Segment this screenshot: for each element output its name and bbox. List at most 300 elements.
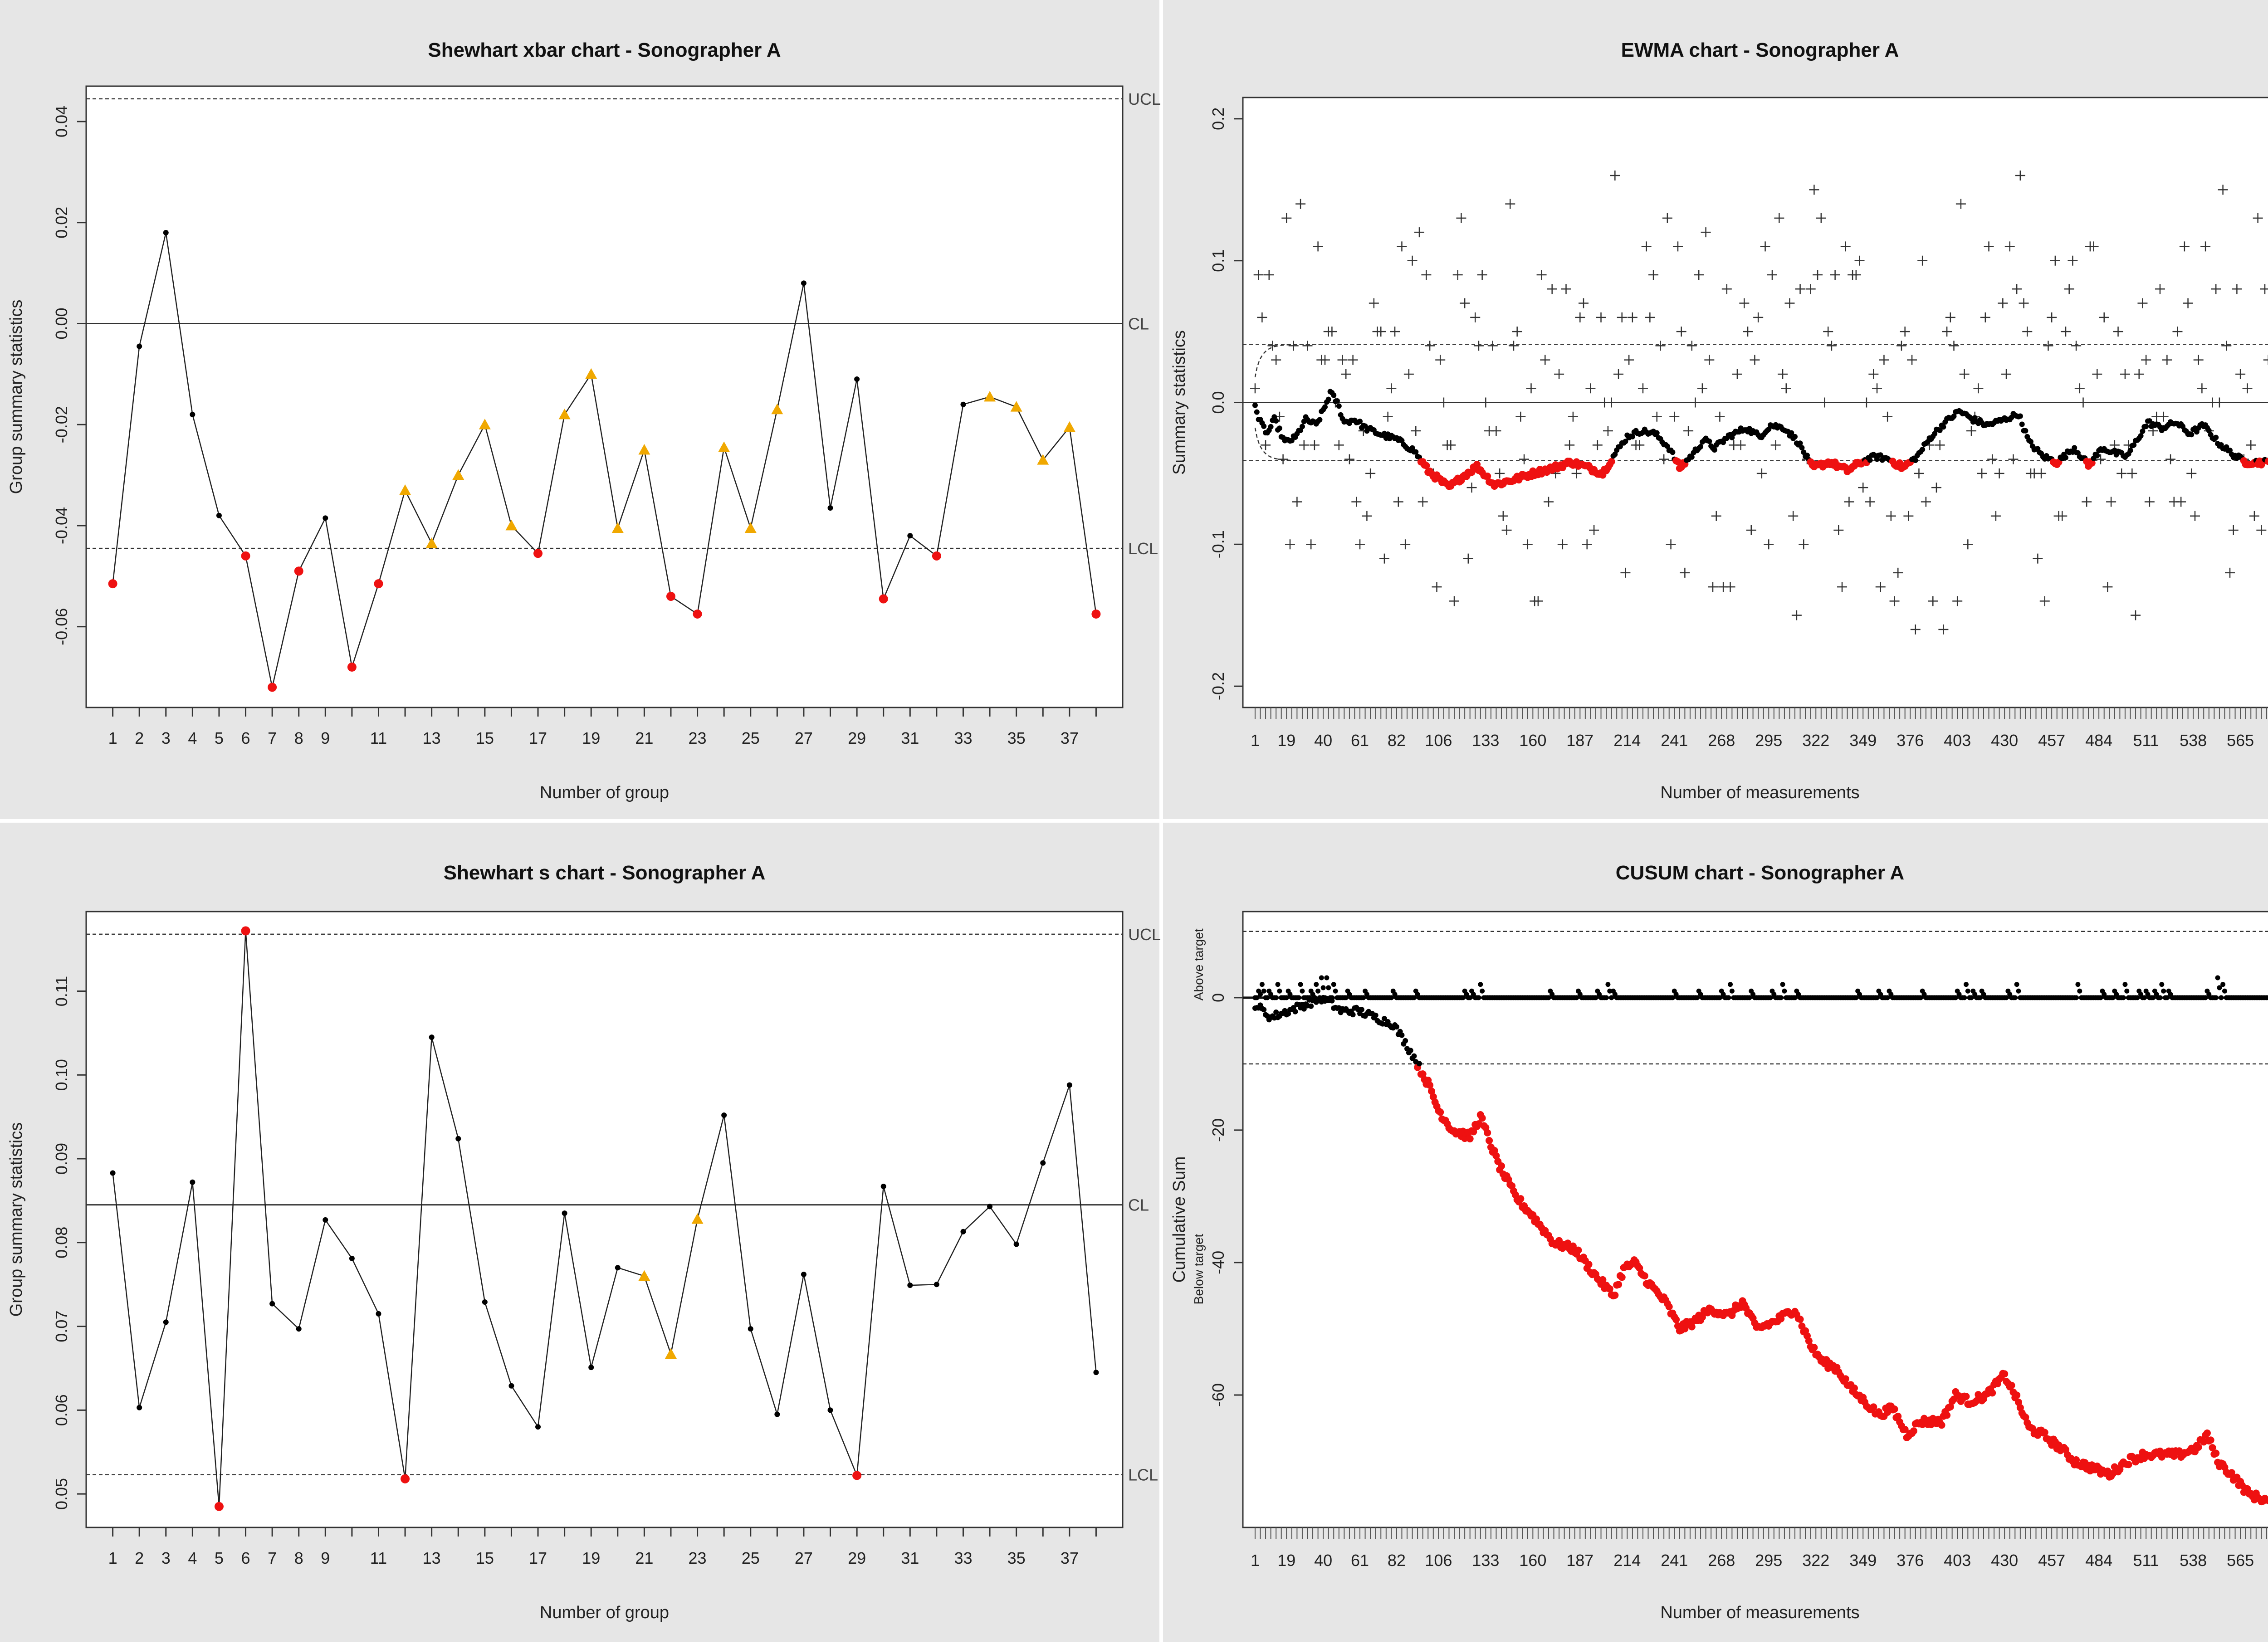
cusum-above-point	[1962, 995, 1967, 1000]
cusum-below-point	[1417, 1061, 1422, 1066]
ewma-point	[2138, 433, 2144, 439]
cusum-out-of-control-point	[2204, 1429, 2211, 1437]
data-point	[429, 1034, 435, 1040]
x-tick-label: 322	[1802, 731, 1830, 750]
x-tick-label: 4	[188, 729, 197, 747]
x-tick-label: 214	[1613, 731, 1641, 750]
x-tick-label: 17	[529, 1549, 547, 1567]
cusum-above-point	[1726, 995, 1731, 1000]
x-tick-label: 295	[1755, 731, 1783, 750]
ewma-point	[1322, 404, 1328, 410]
cusum-above-point	[1296, 995, 1301, 1000]
data-point	[801, 280, 807, 286]
out-of-control-point	[294, 566, 303, 576]
cusum-above-point	[1964, 982, 1969, 987]
x-tick-label: 13	[422, 729, 441, 747]
ewma-point	[1698, 444, 1703, 449]
chart-panel-3	[0, 823, 1161, 1642]
x-tick-label: 40	[1314, 1551, 1333, 1570]
cusum-out-of-control-point	[2125, 1461, 2132, 1468]
cusum-above-point	[1321, 985, 1326, 990]
x-tick-label: 241	[1661, 1551, 1688, 1570]
cusum-above-point	[2222, 989, 2227, 994]
cusum-out-of-control-point	[1486, 1137, 1493, 1144]
data-point	[163, 1319, 169, 1325]
cusum-out-of-control-point	[1517, 1195, 1524, 1202]
out-of-control-point	[932, 551, 941, 561]
y-tick-label: 0.1	[1209, 249, 1227, 272]
data-point	[1067, 1082, 1072, 1088]
cusum-out-of-control-point	[1962, 1393, 1970, 1400]
y-tick-label: -40	[1209, 1250, 1227, 1274]
data-point	[828, 1407, 833, 1413]
cusum-above-point	[2122, 982, 2127, 987]
ewma-point	[1326, 397, 1331, 402]
cusum-above-point	[1782, 989, 1787, 994]
data-point	[854, 376, 860, 382]
cusum-above-point	[2214, 995, 2219, 1000]
x-tick-label: 187	[1566, 1551, 1594, 1570]
cusum-out-of-control-point	[2013, 1391, 2020, 1399]
data-point	[455, 1136, 461, 1142]
y-tick-label: 0.11	[52, 976, 71, 1007]
x-tick-label: 21	[635, 729, 654, 747]
y-tick-label: 0.02	[52, 206, 71, 239]
x-axis-label: Number of group	[539, 1603, 670, 1622]
x-tick-label: 33	[954, 729, 973, 747]
x-tick-label: 15	[475, 1549, 494, 1567]
cusum-out-of-control-point	[1842, 1375, 1849, 1382]
cusum-below-point	[1329, 998, 1334, 1004]
data-point	[216, 513, 222, 518]
x-tick-label: 3	[161, 729, 171, 747]
cusum-above-point	[1298, 982, 1303, 987]
cusum-above-point	[1478, 982, 1483, 987]
cusum-above-point	[1315, 989, 1320, 994]
cusum-above-point	[2121, 995, 2126, 1000]
y-tick-label: 0.0	[1209, 391, 1227, 414]
x-axis-label: Number of measurements	[1660, 1603, 1860, 1622]
data-point	[828, 505, 833, 511]
data-point	[323, 1217, 328, 1223]
ewma-point	[1712, 447, 1717, 453]
data-point	[137, 344, 142, 349]
x-tick-label: 5	[214, 729, 224, 747]
cusum-out-of-control-point	[1943, 1412, 1950, 1419]
lcl-label: LCL	[1128, 1465, 1158, 1484]
x-tick-label: 61	[1351, 731, 1369, 750]
ewma-point	[1273, 418, 1279, 424]
x-tick-label: 9	[321, 1549, 330, 1567]
y-tick-label: 0.2	[1209, 107, 1227, 130]
data-point	[535, 1424, 541, 1429]
cusum-out-of-control-point	[2001, 1370, 2008, 1377]
x-tick-label: 29	[848, 729, 866, 747]
x-tick-label: 40	[1314, 731, 1333, 750]
y-tick-label: 0.08	[52, 1226, 71, 1259]
cusum-below-point	[1359, 1007, 1364, 1012]
y-tick-label: 0.06	[52, 1394, 71, 1426]
data-point	[482, 1299, 488, 1305]
data-point	[190, 412, 195, 417]
data-point	[774, 1412, 780, 1417]
cusum-above-point	[2077, 989, 2082, 994]
data-point	[987, 1204, 992, 1209]
x-tick-label: 21	[635, 1549, 654, 1567]
ewma-point	[2063, 455, 2068, 460]
x-tick-label: 349	[1849, 731, 1877, 750]
x-tick-label: 25	[741, 729, 760, 747]
plot-area	[1243, 912, 2268, 1527]
cusum-out-of-control-point	[1466, 1135, 1474, 1142]
cusum-out-of-control-point	[1910, 1427, 1917, 1434]
x-tick-label: 37	[1060, 1549, 1079, 1567]
plot-area	[86, 912, 1123, 1527]
x-tick-label: 106	[1425, 731, 1452, 750]
y-axis-label: Summary statistics	[1170, 330, 1189, 475]
chart-title: EWMA chart - Sonographer A	[1621, 39, 1899, 61]
cusum-below-point	[1411, 1054, 1417, 1059]
y-tick-label: -0.04	[52, 507, 71, 545]
cusum-below-point	[1350, 1012, 1356, 1017]
out-of-control-point	[241, 551, 250, 561]
ewma-point	[1336, 403, 1342, 409]
cusum-out-of-control-point	[2041, 1429, 2048, 1436]
x-tick-label: 17	[529, 729, 547, 747]
x-axis-label: Number of group	[539, 783, 670, 802]
ewma-point	[2143, 424, 2149, 429]
cusum-above-point	[1476, 995, 1481, 1000]
data-point	[801, 1272, 807, 1277]
y-axis-label: Cumulative Sum	[1170, 1156, 1189, 1283]
cusum-below-point	[1293, 1009, 1298, 1015]
chart-title: Shewhart s chart - Sonographer A	[443, 862, 766, 884]
x-tick-label: 23	[688, 729, 707, 747]
out-of-control-point	[693, 610, 702, 619]
x-tick-label: 403	[1944, 1551, 1971, 1570]
x-tick-label: 15	[475, 729, 494, 747]
out-of-control-point	[401, 1474, 410, 1483]
x-tick-label: 241	[1661, 731, 1688, 750]
chart-title: Shewhart xbar chart - Sonographer A	[428, 39, 781, 61]
out-of-control-point	[215, 1502, 224, 1511]
y-tick-label: -0.02	[52, 406, 71, 444]
ewma-point	[1913, 458, 1918, 463]
cusum-out-of-control-point	[2195, 1444, 2202, 1451]
cusum-out-of-control-point	[1574, 1247, 1582, 1254]
x-tick-label: 7	[268, 1549, 277, 1567]
x-tick-label: 37	[1060, 729, 1079, 747]
data-point	[376, 1311, 381, 1317]
data-point	[323, 515, 328, 521]
ewma-point	[1357, 419, 1363, 424]
cusum-above-point	[1276, 982, 1281, 987]
data-point	[881, 1184, 886, 1189]
cusum-above-point	[2161, 989, 2166, 994]
cusum-above-point	[1480, 989, 1485, 994]
above-target-label: Above target	[1192, 928, 1206, 1001]
y-tick-label: -60	[1209, 1383, 1227, 1407]
x-tick-label: 19	[1277, 731, 1296, 750]
out-of-control-point	[879, 595, 888, 604]
cusum-above-point	[2219, 995, 2224, 1000]
x-tick-label: 106	[1425, 1551, 1452, 1570]
x-tick-label: 1	[108, 729, 117, 747]
data-point	[1040, 1160, 1046, 1166]
data-point	[907, 1283, 913, 1288]
x-tick-label: 160	[1519, 1551, 1547, 1570]
cusum-above-point	[1300, 989, 1305, 994]
x-tick-label: 4	[188, 1549, 197, 1567]
y-tick-label: 0.07	[52, 1310, 71, 1342]
x-tick-label: 1	[1250, 1551, 1260, 1570]
out-of-control-point	[666, 592, 675, 601]
cusum-above-point	[1324, 976, 1329, 981]
out-of-control-point	[1091, 610, 1100, 619]
cusum-out-of-control-point	[1437, 1108, 1444, 1116]
x-tick-label: 430	[1991, 1551, 2019, 1570]
cusum-out-of-control-point	[1938, 1421, 1945, 1429]
cusum-above-point	[1333, 989, 1338, 994]
x-tick-label: 61	[1351, 1551, 1369, 1570]
x-tick-label: 133	[1472, 731, 1500, 750]
x-tick-label: 457	[2038, 731, 2066, 750]
ewma-point	[2189, 432, 2194, 437]
ewma-point	[1670, 449, 1675, 455]
cusum-out-of-control-point	[1810, 1344, 1818, 1351]
cusum-above-point	[1965, 989, 1970, 994]
x-tick-label: 82	[1387, 731, 1406, 750]
cusum-out-of-control-point	[1851, 1385, 1858, 1392]
data-point	[269, 1301, 275, 1307]
ewma-point	[1252, 403, 1258, 408]
cusum-out-of-control-point	[1484, 1129, 1491, 1137]
x-tick-label: 33	[954, 1549, 973, 1567]
cusum-above-point	[2013, 995, 2018, 1000]
cusum-out-of-control-point	[1641, 1272, 1648, 1279]
x-tick-label: 187	[1566, 731, 1594, 750]
x-tick-label: 376	[1897, 731, 1924, 750]
chart-panel-1	[0, 0, 1161, 819]
y-tick-label: 0.00	[52, 307, 71, 340]
x-tick-label: 538	[2180, 1551, 2207, 1570]
x-tick-label: 9	[321, 729, 330, 747]
x-tick-label: 6	[241, 1549, 250, 1567]
x-tick-label: 322	[1802, 1551, 1830, 1570]
ewma-out-of-control-point	[1608, 458, 1615, 465]
x-tick-label: 484	[2085, 1551, 2113, 1570]
below-target-label: Below target	[1192, 1234, 1206, 1305]
y-tick-label: -0.1	[1209, 530, 1227, 559]
ewma-point	[1920, 447, 1925, 452]
y-tick-label: -0.2	[1209, 672, 1227, 701]
x-tick-label: 25	[741, 1549, 760, 1567]
cusum-above-point	[1779, 995, 1784, 1000]
chart-panel-2	[1163, 0, 2268, 819]
data-point	[934, 1282, 939, 1287]
cusum-below-point	[1308, 1004, 1314, 1009]
cusum-out-of-control-point	[1498, 1162, 1505, 1170]
cusum-above-point	[2215, 976, 2220, 981]
cusum-above-point	[2075, 982, 2080, 987]
x-tick-label: 35	[1007, 1549, 1026, 1567]
cusum-out-of-control-point	[1585, 1261, 1593, 1268]
x-tick-label: 8	[294, 1549, 303, 1567]
y-axis-label: Group summary statistics	[7, 299, 26, 494]
ewma-point	[1654, 430, 1660, 436]
x-tick-label: 565	[2227, 731, 2254, 750]
data-point	[1093, 1370, 1099, 1375]
y-tick-label: 0.10	[52, 1059, 71, 1091]
cusum-above-point	[1730, 989, 1735, 994]
ewma-point	[2127, 448, 2133, 453]
ewma-point	[2018, 414, 2023, 419]
cl-label: CL	[1128, 314, 1149, 333]
cusum-below-point	[1261, 1007, 1266, 1012]
data-point	[137, 1405, 142, 1410]
ewma-point	[2023, 428, 2028, 434]
cusum-out-of-control-point	[1989, 1389, 1996, 1396]
data-point	[615, 1265, 621, 1270]
x-tick-label: 11	[370, 729, 387, 747]
cusum-above-point	[2124, 989, 2129, 994]
ewma-point	[1334, 398, 1340, 404]
ewma-point	[2213, 435, 2219, 440]
ewma-point	[1867, 458, 1873, 463]
cusum-above-point	[1728, 982, 1733, 987]
x-tick-label: 82	[1387, 1551, 1406, 1570]
cusum-out-of-control-point	[1618, 1273, 1626, 1281]
data-point	[907, 533, 913, 538]
out-of-control-point	[347, 663, 357, 672]
data-point	[1014, 1242, 1019, 1247]
cusum-out-of-control-point	[1797, 1316, 1804, 1323]
out-of-control-point	[852, 1471, 861, 1480]
y-tick-label: 0.04	[52, 105, 71, 138]
x-tick-label: 11	[370, 1549, 387, 1567]
data-point	[562, 1210, 567, 1216]
ewma-point	[1706, 439, 1712, 444]
x-axis-label: Number of measurements	[1660, 783, 1860, 802]
x-tick-label: 268	[1708, 1551, 1735, 1570]
data-point	[110, 1170, 116, 1176]
x-tick-label: 376	[1897, 1551, 1924, 1570]
cl-label: CL	[1128, 1195, 1149, 1215]
ewma-point	[2094, 453, 2100, 458]
cusum-out-of-control-point	[2212, 1449, 2219, 1457]
x-tick-label: 214	[1613, 1551, 1641, 1570]
x-tick-label: 29	[848, 1549, 866, 1567]
x-tick-label: 31	[901, 729, 919, 747]
cusum-above-point	[1780, 982, 1785, 987]
x-tick-label: 295	[1755, 1551, 1783, 1570]
y-tick-label: 0.09	[52, 1143, 71, 1175]
cusum-above-point	[1604, 995, 1609, 1000]
cusum-above-point	[1331, 982, 1336, 987]
ewma-point	[1300, 424, 1305, 429]
x-tick-label: 484	[2085, 731, 2113, 750]
cusum-below-point	[1399, 1033, 1404, 1038]
x-tick-label: 13	[422, 1549, 441, 1567]
data-point	[163, 230, 169, 235]
data-point	[296, 1326, 302, 1332]
x-tick-label: 7	[268, 729, 277, 747]
ewma-point	[1277, 425, 1282, 431]
x-tick-label: 565	[2227, 1551, 2254, 1570]
cusum-out-of-control-point	[1666, 1303, 1673, 1310]
ewma-point	[1317, 417, 1322, 422]
data-point	[960, 1229, 966, 1234]
ucl-label: UCL	[1128, 89, 1161, 108]
x-tick-label: 160	[1519, 731, 1547, 750]
cusum-out-of-control-point	[1611, 1292, 1618, 1299]
cusum-above-point	[1314, 982, 1319, 987]
data-point	[748, 1326, 753, 1332]
x-tick-label: 6	[241, 729, 250, 747]
data-point	[588, 1365, 594, 1370]
ewma-point	[1331, 392, 1336, 398]
cusum-above-point	[2157, 995, 2162, 1000]
x-tick-label: 538	[2180, 731, 2207, 750]
ewma-point	[2019, 421, 2025, 427]
x-tick-label: 1	[1250, 731, 1260, 750]
data-point	[721, 1112, 727, 1118]
cusum-above-point	[1326, 985, 1331, 990]
ewma-point	[1261, 424, 1266, 429]
x-tick-label: 511	[2133, 1551, 2159, 1570]
chart-title: CUSUM chart - Sonographer A	[1615, 862, 1905, 884]
x-tick-label: 31	[901, 1549, 919, 1567]
cusum-out-of-control-point	[2207, 1436, 2214, 1444]
x-tick-label: 19	[582, 729, 601, 747]
data-point	[960, 402, 966, 407]
chart-panel-4	[1163, 823, 2268, 1642]
cusum-out-of-control-point	[1672, 1316, 1680, 1323]
cusum-above-point	[2220, 982, 2225, 987]
x-tick-label: 430	[1991, 731, 2019, 750]
x-tick-label: 19	[582, 1549, 601, 1567]
cusum-above-point	[2014, 982, 2019, 987]
y-axis-label: Group summary statistics	[7, 1122, 26, 1317]
x-tick-label: 349	[1849, 1551, 1877, 1570]
data-point	[190, 1180, 195, 1185]
x-tick-label: 3	[161, 1549, 171, 1567]
cusum-above-point	[2159, 982, 2164, 987]
cusum-above-point	[1277, 989, 1282, 994]
x-tick-label: 2	[135, 729, 144, 747]
cusum-out-of-control-point	[2008, 1382, 2015, 1389]
cusum-above-point	[1261, 989, 1266, 994]
ucl-label: UCL	[1128, 925, 1161, 944]
data-point	[508, 1383, 514, 1389]
out-of-control-point	[374, 579, 383, 588]
cusum-above-point	[1319, 976, 1324, 981]
cusum-above-point	[2016, 989, 2021, 994]
cusum-below-point	[1403, 1038, 1408, 1044]
out-of-control-point	[533, 549, 543, 558]
cusum-below-point	[1408, 1048, 1413, 1053]
y-tick-label: -20	[1209, 1118, 1227, 1142]
cusum-above-point	[1605, 982, 1610, 987]
out-of-control-point	[241, 926, 250, 935]
ewma-point	[1254, 410, 1260, 415]
ewma-point	[1268, 424, 1274, 429]
x-tick-label: 23	[688, 1549, 707, 1567]
out-of-control-point	[268, 683, 277, 692]
cusum-above-point	[1260, 982, 1265, 987]
x-tick-label: 27	[794, 1549, 813, 1567]
x-tick-label: 1	[108, 1549, 117, 1567]
